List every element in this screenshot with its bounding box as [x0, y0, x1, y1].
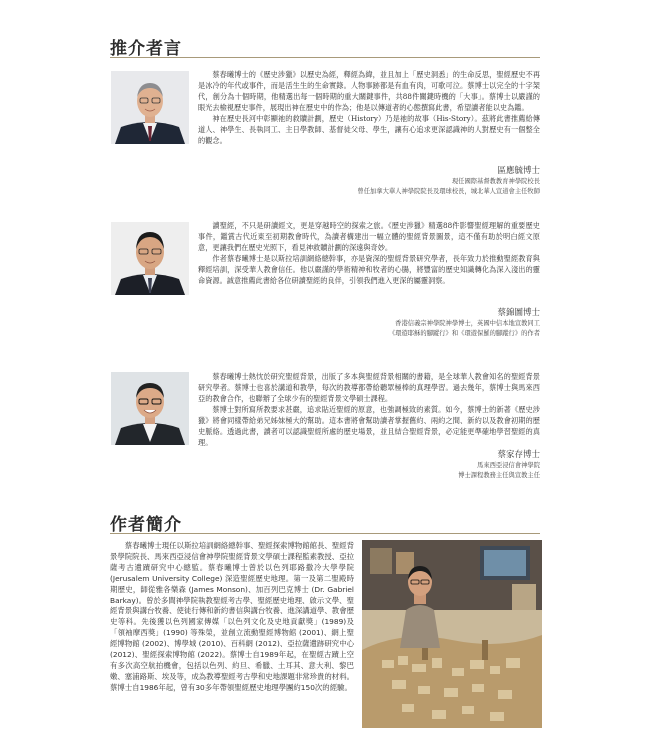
author-bio — [110, 541, 354, 694]
recommender-name-3: 蔡家存博士 — [497, 450, 540, 460]
recommender-credential: 《環遊耶穌的腳蹤行》和《環遊保羅的腳蹤行》的作者 — [388, 330, 540, 337]
recommendation-text-1 — [198, 69, 540, 146]
paragraph: 蔡春曦博士熱忱於研究聖經背景，出版了多本與聖經背景相關的書籍，是全球華人教會知名的聖經背景研究學者。蔡博士也喜於講道和教學，每次的教導都帶給聽眾極棒的真理學習。過去幾年，蔡博士與馬來西亞的教會合作，也聯辦了全球少有的聖經背景文學碩士課程。 — [198, 372, 540, 403]
title-divider — [110, 57, 540, 58]
recommendation-text-3 — [198, 371, 540, 448]
author-title: 作者簡介 — [110, 515, 182, 535]
title-divider — [110, 533, 540, 534]
paragraph: 神在歷史長河中彰顯祂的救贖計劃，歷史（History）乃是祂的故事（His-Story）。茲將此書推薦給傳道人、神學生、長執同工、主日學教師、基督徒父母、學生，讓有心追求更深認識神的人對歷史有一個整全的觀念。 — [198, 114, 540, 145]
recommender-name-2: 蔡錦圖博士 — [497, 308, 540, 318]
recommender-name-1: 區應毓博士 — [497, 166, 540, 176]
paragraph: 作者蔡春曦博士是以斯拉培訓網絡總幹事，亦是資深的聖經背景研究學者，長年致力於推動聖經教育與釋經培訓，深受華人教會信任。他以嚴謹的學術精神和牧者的心腸，將豐富的歷史知識轉化為深入淺出的靈命資源。誠意推薦此書給各位研讀聖經的良伴，引領我們進入更深的屬靈洞察。 — [198, 254, 540, 285]
recommendation-text-2 — [198, 220, 540, 286]
paragraph: 蔡博士對所寫所教要求甚嚴，追求貼近聖經的原意，也強調極致的素質。如今，蔡博士的新著《歷史涉獵》將會同樣帶給弟兄姊妹極大的幫助。這本書將會幫助讀者掌握舊約、兩約之間、新約以及教會初期的歷史脈絡。透過此書，讀者可以認識聖經所處的歷史場景，並且結合聖經背景，必定能更準確地學習聖經的真理。 — [198, 405, 540, 447]
recommender-photo-1 — [111, 71, 189, 144]
recommendation-title: 推介者言 — [110, 39, 182, 59]
recommender-credential: 博士課程教務主任與宣教主任 — [458, 472, 540, 479]
recommender-credential: 現任國際基督教教育神學院校長 — [451, 178, 540, 185]
paragraph: 蔡春曦博士的《歷史涉獵》以歷史為經，釋經為緯，並且加上「歷史洞悉」的生命反思，聖經歷史不再是冰冷的年代或事件，而是活生生的生命實錄。人物事跡都是有血有肉，可歌可泣。蔡博士以完全的十字架代，創分為十個時期，他精選出每一個時期的重大關鍵事件，共88件關鍵時機的「大事」。蔡博士以嚴謹的眼光去檢視歷史事件，展現出神在歷史中的作為；他是以傳道者的心態撰寫此書，希望讀者能以史為鑑。 — [198, 70, 540, 112]
paragraph: 蔡春曦博士現任以斯拉培訓網絡總幹事、聖經探索博物館館長、聖經背景學院院長、馬來西亞浸信會神學院聖經背景文學碩士課程監素教授、亞拉薩考古遺蹟研究中心總監。蔡春曦博士曾於以色列耶路撒冷大學學院 (Jerusalem University College) 深造聖經歷史地理。第一及第二聖殿時期歷史，師從雅各樂森 (James Monson)、加百列巴克博士 (Dr. Gabriel Barkay)。曾於多間神學院執教聖經考古學、聖經歷史地理、啟示文學、聖經背景與講台牧養、使徒行傳和新約書信與講台牧養、進深講道學、教會歷史等科。先後獲以色列國家傳媒「以色列文化及史地貢獻獎」(1989)及「領袖摩西獎」(1990) 等殊榮，並創立流動聖經博物館 (2001)、網上聖經博物館 (2002)、博學城 (2010)、百科網 (2012)、亞拉薩遺跡研究中心 (2012)、聖經探索博物館 (2022)。蔡博士自1989年起，在聖經古蹟上空有多次高空航拍機會，包括以色列、約旦、希臘、土耳其、意大利、黎巴嫩、塞浦路斯、埃及等，成為教導聖經考古學和史地課題非常珍貴的材料。蔡博士自1986年起，曾有30多年帶領聖經歷史地理學團約150次的經驗。 — [110, 541, 354, 692]
recommender-credential: 曾任加拿大華人神學院院長及環球校長，城北華人宣道會主任牧師 — [357, 188, 540, 195]
recommender-credential: 馬來西亞浸信會神學院 — [477, 462, 540, 469]
author-photo — [362, 540, 542, 728]
recommender-photo-2 — [111, 222, 189, 295]
recommender-credential: 香港信義宗神學院神學博士，英國中信本地宣教同工 — [395, 320, 540, 327]
recommender-photo-3 — [111, 372, 189, 445]
paragraph: 讀聖經，不只是研讀經文，更是穿越時空的探索之旅。《歷史涉獵》精選88件影響聖經理解的重要歷史事件，鑑賞古代近東至初期教會時代，為讀者構建出一幅立體的聖經背景圖景，這不僅有助於明白經文原意，更讓我們在歷史光照下，看見神救贖計劃的深遠與奇妙。 — [198, 221, 540, 252]
